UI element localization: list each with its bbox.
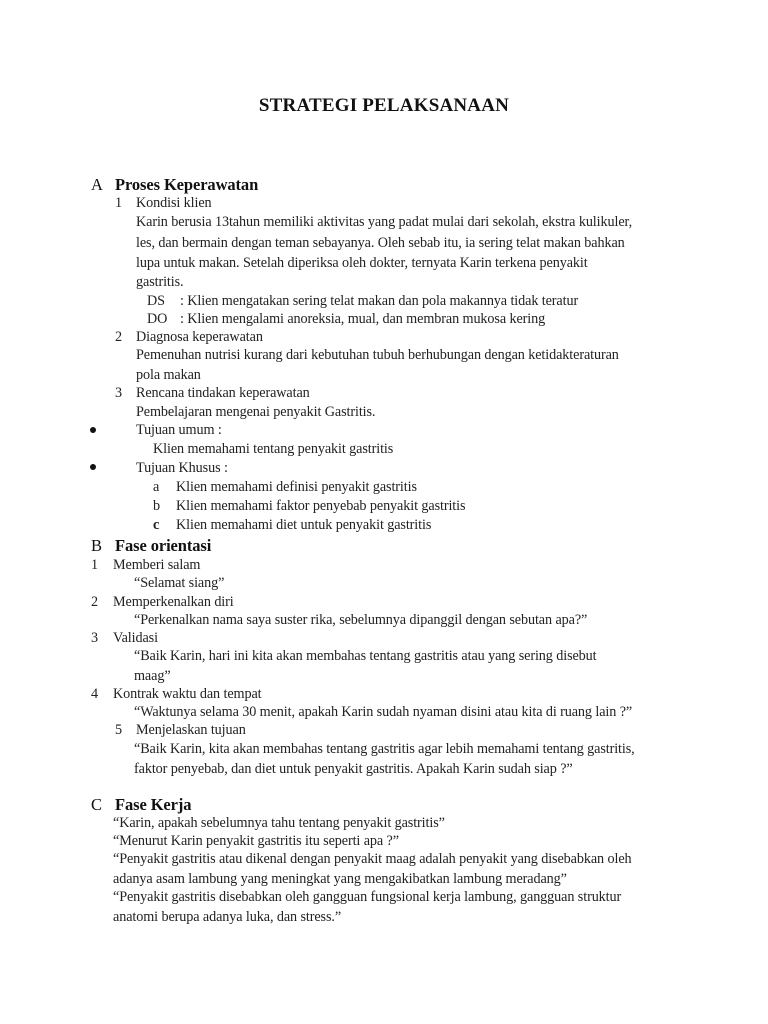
tujuan-khusus-item: Klien memahami diet untuk penyakit gastritis <box>176 517 432 533</box>
section-b-title: Fase orientasi <box>115 536 212 555</box>
item-a2-label: Diagnosa keperawatan <box>136 329 263 345</box>
item-b4-number: 4 <box>91 686 98 702</box>
item-a3-label: Rencana tindakan keperawatan <box>136 385 310 401</box>
tujuan-khusus-letter: b <box>153 498 160 514</box>
item-b2-label: Memperkenalkan diri <box>113 594 234 610</box>
tujuan-khusus-item: Klien memahami definisi penyakit gastritis <box>176 479 417 495</box>
tujuan-umum-text: Klien memahami tentang penyakit gastritis <box>153 441 394 457</box>
item-a2-number: 2 <box>115 329 122 345</box>
item-b3-label: Validasi <box>113 630 158 646</box>
item-b2-number: 2 <box>91 594 98 610</box>
tujuan-khusus-letter: c <box>153 517 160 533</box>
section-c-letter: C <box>91 795 102 814</box>
do-text: : Klien mengalami anoreksia, mual, dan membran mukosa kering <box>180 311 546 327</box>
section-b-letter: B <box>91 536 102 555</box>
paragraph-line: lupa untuk makan. Setelah diperiksa oleh dokter, ternyata Karin terkena penyakit <box>136 255 588 271</box>
item-b4-label: Kontrak waktu dan tempat <box>113 686 262 702</box>
item-b3-number: 3 <box>91 630 98 646</box>
paragraph-line: pola makan <box>136 367 201 383</box>
dialog-line: anatomi berupa adanya luka, dan stress.” <box>113 909 342 925</box>
section-a-title: Proses Keperawatan <box>115 175 259 194</box>
item-b1-label: Memberi salam <box>113 557 201 573</box>
dialog-quote: faktor penyebab, dan diet untuk penyakit gastritis. Apakah Karin sudah siap ?” <box>134 761 573 777</box>
dialog-quote: “Perkenalkan nama saya suster rika, sebelumnya dipanggil dengan sebutan apa?” <box>134 612 588 628</box>
dialog-quote: “Waktunya selama 30 menit, apakah Karin sudah nyaman disini atau kita di ruang lain ?” <box>134 704 633 720</box>
ds-label: DS <box>147 293 165 309</box>
item-a1-number: 1 <box>115 195 122 211</box>
tujuan-khusus-item: Klien memahami faktor penyebab penyakit gastritis <box>176 498 466 514</box>
bullet-icon <box>90 464 96 470</box>
section-c-title: Fase Kerja <box>115 795 192 814</box>
tujuan-umum-label: Tujuan umum : <box>136 422 222 438</box>
section-a-letter: A <box>91 175 103 194</box>
section-c-heading <box>91 796 191 814</box>
dialog-quote: “Selamat siang” <box>134 575 225 591</box>
dialog-line: “Penyakit gastritis atau dikenal dengan penyakit maag adalah penyakit yang disebabkan oleh <box>113 851 632 867</box>
dialog-line: adanya asam lambung yang meningkat yang mengakibatkan lambung meradang” <box>113 871 567 887</box>
tujuan-khusus-label: Tujuan Khusus : <box>136 460 228 476</box>
paragraph-line: les, dan bermain dengan teman sebayanya. Oleh sebab itu, ia sering telat makan bahkan <box>136 235 625 251</box>
document-title: STRATEGI PELAKSANAAN <box>258 95 510 116</box>
dialog-line: “Penyakit gastritis disebabkan oleh gangguan fungsional kerja lambung, gangguan struktur <box>113 889 622 905</box>
tujuan-khusus-letter: a <box>153 479 160 495</box>
do-label: DO <box>147 311 168 327</box>
dialog-quote: maag” <box>134 668 171 684</box>
paragraph-line: Karin berusia 13tahun memiliki aktivitas yang padat mulai dari sekolah, ekstra kulikuler, <box>136 214 633 230</box>
dialog-quote: “Baik Karin, kita akan membahas tentang gastritis agar lebih memahami tentang gastritis, <box>134 741 635 757</box>
dialog-quote: “Baik Karin, hari ini kita akan membahas tentang gastritis atau yang sering disebut <box>134 648 597 664</box>
item-a1-label: Kondisi klien <box>136 195 212 211</box>
item-b1-number: 1 <box>91 557 98 573</box>
paragraph-line: Pemenuhan nutrisi kurang dari kebutuhan tubuh berhubungan dengan ketidakteraturan <box>136 347 619 363</box>
dialog-line: “Menurut Karin penyakit gastritis itu seperti apa ?” <box>113 833 399 849</box>
ds-text: : Klien mengatakan sering telat makan dan pola makannya tidak teratur <box>180 293 579 309</box>
item-b5-number: 5 <box>115 722 122 738</box>
item-b5-label: Menjelaskan tujuan <box>136 722 246 738</box>
section-a-heading <box>91 176 258 194</box>
item-a3-number: 3 <box>115 385 122 401</box>
paragraph-line: Pembelajaran mengenai penyakit Gastritis. <box>136 404 376 420</box>
paragraph-line: gastritis. <box>136 274 184 290</box>
section-b-heading <box>91 537 211 555</box>
bullet-icon <box>90 427 96 433</box>
dialog-line: “Karin, apakah sebelumnya tahu tentang penyakit gastritis” <box>113 815 445 831</box>
